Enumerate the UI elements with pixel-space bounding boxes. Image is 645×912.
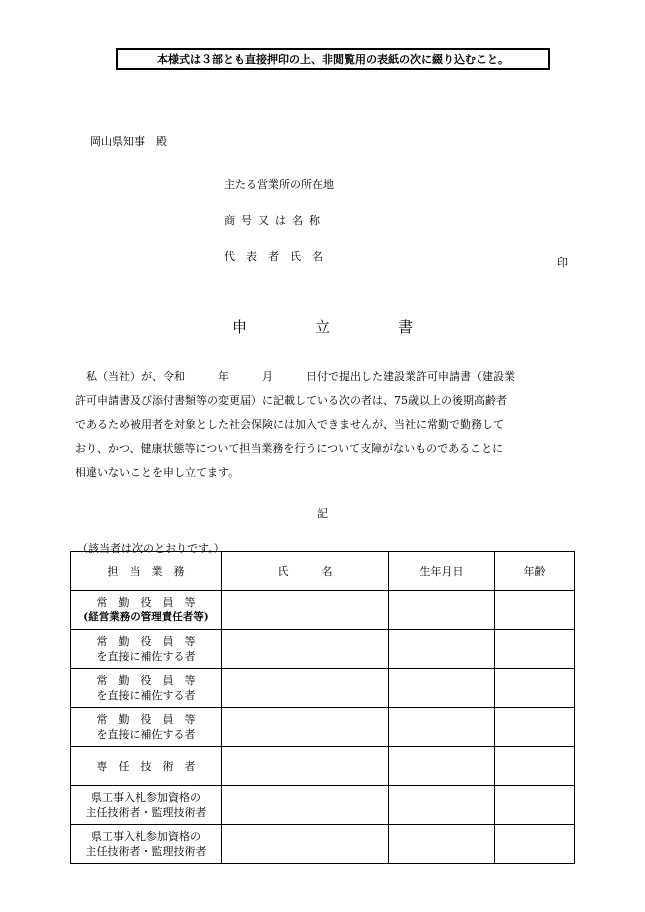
declaration-line: 許可申請書及び添付書類等の変更届）に記載している次の者は、75歳以上の後期高齢者 [75, 394, 507, 407]
header-name: 氏 名 [222, 552, 389, 591]
duty-line1: 常 勤 役 員 等 [96, 713, 196, 726]
birthdate-cell[interactable] [389, 747, 495, 786]
duty-line2: を直接に補佐する者 [96, 728, 196, 741]
duty-cell [71, 708, 222, 747]
duty-cell [71, 786, 222, 825]
duty-cell [71, 825, 222, 864]
duty-line2: 主任技術者・監理技術者 [85, 806, 207, 819]
ki-heading: 記 [317, 507, 328, 520]
name-cell[interactable] [222, 825, 389, 864]
representative-label: 代表者氏名 [224, 250, 334, 263]
age-cell[interactable] [495, 786, 575, 825]
address-label: 主たる営業所の所在地 [224, 178, 334, 191]
declaration-text [75, 365, 575, 485]
birthdate-cell[interactable] [389, 786, 495, 825]
name-cell[interactable] [222, 708, 389, 747]
title-char-3: 書 [398, 318, 414, 336]
age-cell[interactable] [495, 708, 575, 747]
duty-line1: 専 任 技 術 者 [96, 759, 196, 773]
duty-line1: 常 勤 役 員 等 [96, 596, 196, 609]
duty-cell [71, 630, 222, 669]
name-cell[interactable] [222, 591, 389, 630]
name-cell[interactable] [222, 630, 389, 669]
personnel-table [70, 551, 575, 864]
duty-line1: 常 勤 役 員 等 [96, 674, 196, 687]
duty-line1: 県工事入札参加資格の [91, 830, 201, 843]
duty-cell [71, 591, 222, 630]
birthdate-cell[interactable] [389, 708, 495, 747]
company-name-label: 商号又は名称 [224, 214, 326, 227]
table-row [71, 708, 575, 747]
birthdate-cell[interactable] [389, 591, 495, 630]
age-cell[interactable] [495, 747, 575, 786]
table-row [71, 825, 575, 864]
header-birthdate: 生年月日 [389, 552, 495, 591]
name-cell[interactable] [222, 786, 389, 825]
duty-line2: 主任技術者・監理技術者 [85, 845, 207, 858]
addressee: 岡山県知事 殿 [90, 135, 167, 148]
title-char-1: 申 [232, 318, 248, 336]
duty-cell [71, 669, 222, 708]
birthdate-cell[interactable] [389, 669, 495, 708]
name-cell[interactable] [222, 747, 389, 786]
birthdate-cell[interactable] [389, 630, 495, 669]
notice-text: 本様式は３部とも直接押印の上、非閲覧用の表紙の次に綴り込むこと。 [157, 53, 509, 66]
title-char-2: 立 [315, 318, 331, 336]
table-row [71, 630, 575, 669]
duty-line2: を直接に補佐する者 [96, 650, 196, 663]
seal-mark: 印 [557, 256, 568, 269]
duty-line1: 県工事入札参加資格の [91, 791, 201, 804]
declaration-line: おり、かつ、健康状態等について担当業務を行うについて支障がないものであることに [75, 442, 504, 455]
header-duty: 担 当 業 務 [71, 552, 222, 591]
header-age: 年齢 [495, 552, 575, 591]
declaration-line: 私（当社）が、令和 年 月 日付で提出した建設業許可申請書（建設業 [75, 370, 515, 383]
age-cell[interactable] [495, 825, 575, 864]
duty-line2: (経営業務の管理責任者等) [83, 611, 209, 623]
declaration-line: 相違いないことを申し立てます。 [75, 466, 240, 479]
table-row [71, 591, 575, 630]
table-row [71, 747, 575, 786]
age-cell[interactable] [495, 591, 575, 630]
table-row [71, 786, 575, 825]
declaration-line: であるため被用者を対象とした社会保険には加入できませんが、当社に常勤で勤務して [75, 418, 504, 431]
duty-line1: 常 勤 役 員 等 [96, 635, 196, 648]
table-note: （該当者は次のとおりです。） [77, 542, 225, 555]
birthdate-cell[interactable] [389, 825, 495, 864]
duty-line2: を直接に補佐する者 [96, 689, 196, 702]
table-row [71, 669, 575, 708]
duty-cell [71, 747, 222, 786]
name-cell[interactable] [222, 669, 389, 708]
table-header-row [71, 552, 575, 591]
age-cell[interactable] [495, 669, 575, 708]
age-cell[interactable] [495, 630, 575, 669]
notice-box [116, 48, 550, 70]
